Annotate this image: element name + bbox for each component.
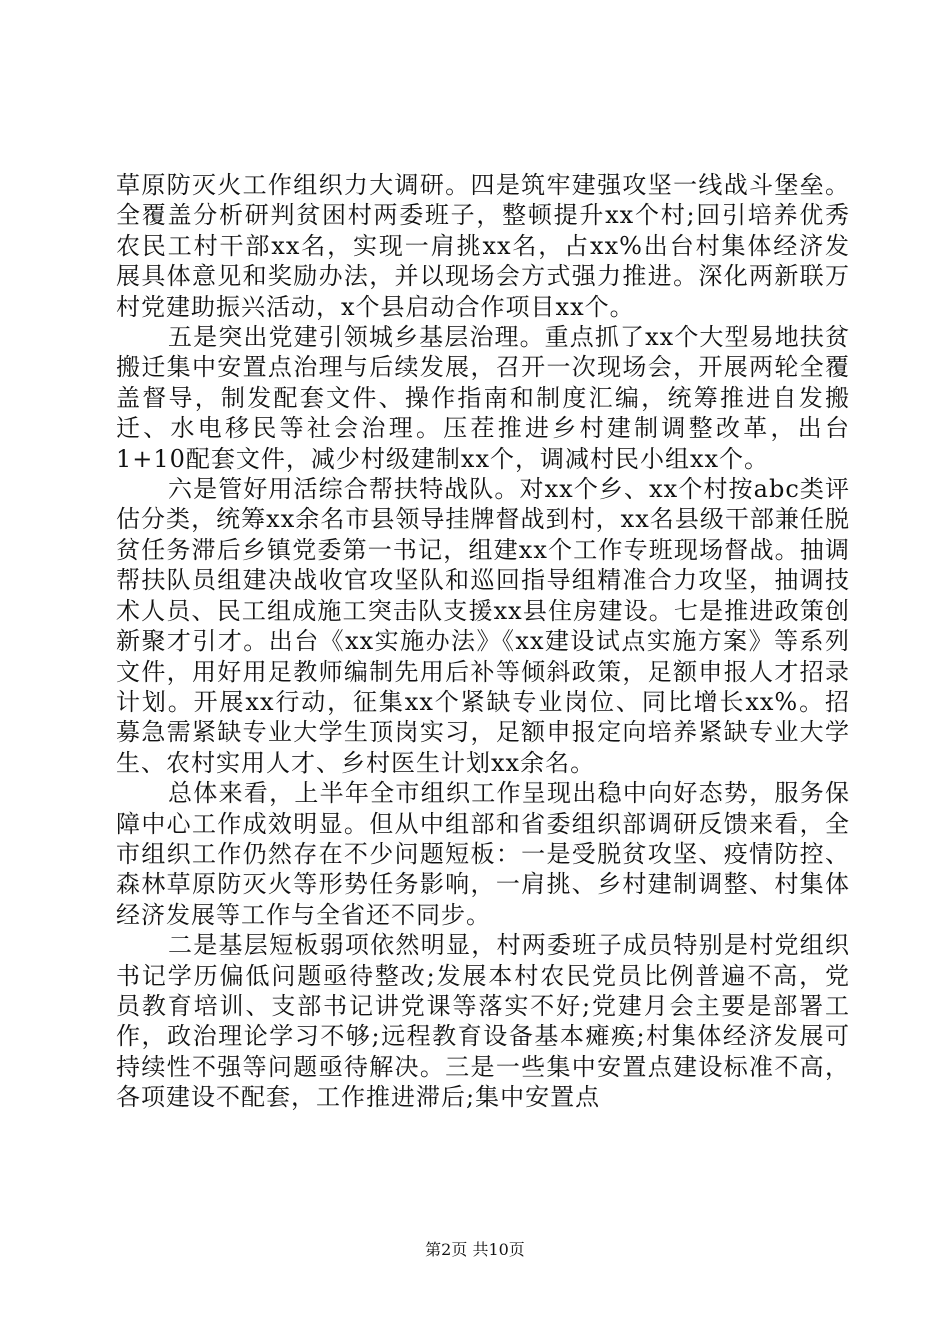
paragraph-5: 二是基层短板弱项依然明显，村两委班子成员特别是村党组织书记学历偏低问题亟待整改;发展本村农民党员比例普遍不高，党员教育培训、支部书记讲党课等落实不好;党建月会主要是部署工作，政治理论学习不够;远程教育设备基本瘫痪;村集体经济发展可持续性不强等问题亟待解决。三是一些集中安置点建设标准不高，各项建设不配套，工作推进滞后;集中安置点 [116,931,850,1112]
paragraph-2: 五是突出党建引领城乡基层治理。重点抓了xx个大型易地扶贫搬迁集中安置点治理与后续发展，召开一次现场会，开展两轮全覆盖督导，制发配套文件、操作指南和制度汇编，统筹推进自发搬迁、水电移民等社会治理。压茬推进乡村建制调整改革，出台1+10配套文件，减少村级建制xx个，调减村民小组xx个。 [116,323,850,473]
page-number-footer: 第2页 共10页 [425,1240,525,1259]
paragraph-4: 总体来看，上半年全市组织工作呈现出稳中向好态势，服务保障中心工作成效明显。但从中组部和省委组织部调研反馈来看，全市组织工作仍然存在不少问题短板：一是受脱贫攻坚、疫情防控、森林草原防灭火等形势任务影响，一肩挑、乡村建制调整、村集体经济发展等工作与全省还不同步。 [116,779,850,929]
document-body [116,170,850,1113]
paragraph-1: 草原防灭火工作组织力大调研。四是筑牢建强攻坚一线战斗堡垒。全覆盖分析研判贫困村两委班子，整顿提升xx个村;回引培养优秀农民工村干部xx名，实现一肩挑xx名，占xx%出台村集体经济发展具体意见和奖励办法，并以现场会方式强力推进。深化两新联万村党建助振兴活动，x个县启动合作项目xx个。 [116,171,850,321]
paragraph-3: 六是管好用活综合帮扶特战队。对xx个乡、xx个村按abc类评估分类，统筹xx余名市县领导挂牌督战到村，xx名县级干部兼任脱贫任务滞后乡镇党委第一书记，组建xx个工作专班现场督战。抽调帮扶队员组建决战收官攻坚队和巡回指导组精准合力攻坚，抽调技术人员、民工组成施工突击队支援xx县住房建设。七是推进政策创新聚才引才。出台《xx实施办法》《xx建设试点实施方案》等系列文件，用好用足教师编制先用后补等倾斜政策，足额申报人才招录计划。开展xx行动，征集xx个紧缺专业岗位、同比增长xx%。招募急需紧缺专业大学生顶岗实习，足额申报定向培养紧缺专业大学生、农村实用人才、乡村医生计划xx余名。 [116,475,850,777]
